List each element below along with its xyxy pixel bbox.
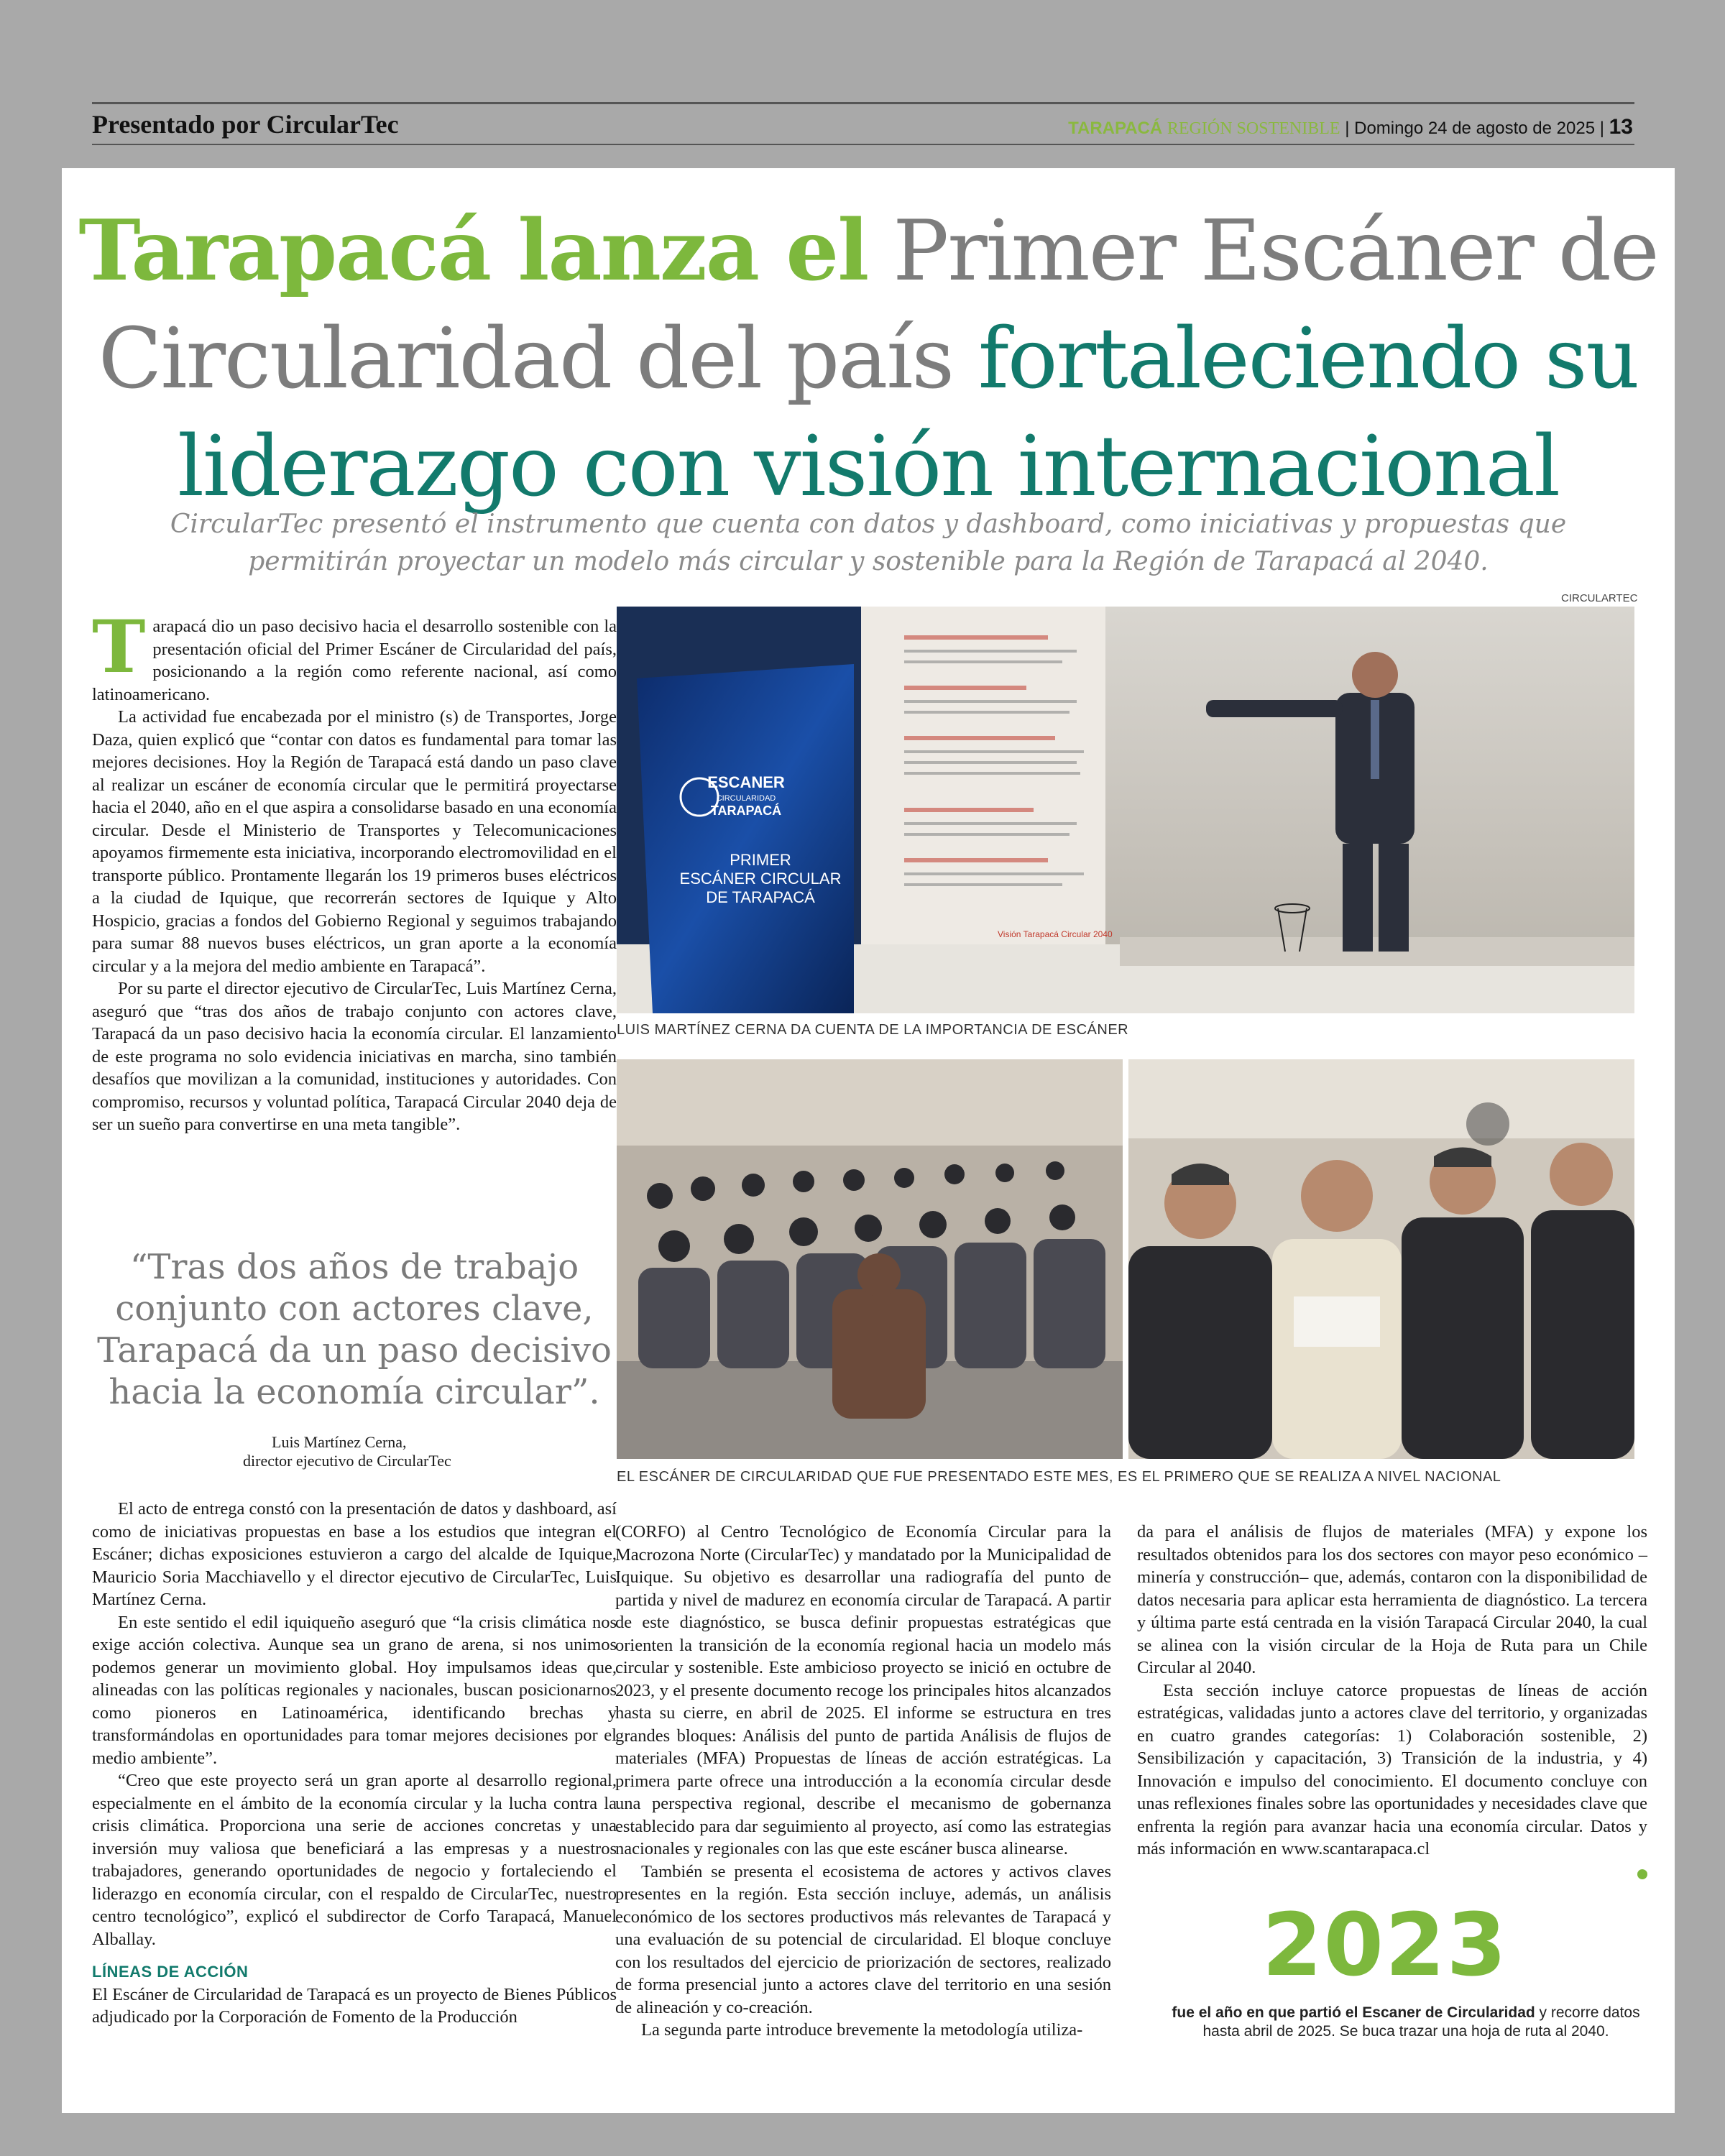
audience-photo-caption: EL ESCÁNER DE CIRCULARIDAD QUE FUE PRESENTADO ESTE MES, ES EL PRIMERO QUE SE REALIZA A NIVEL NACIONAL [617, 1469, 1501, 1485]
audience-illustration-right [1128, 1059, 1634, 1459]
end-mark-dot [1637, 1869, 1647, 1879]
highlight-caption [1154, 2004, 1657, 2041]
banner-brand-1: ESCANER [707, 773, 785, 791]
subheadline: CircularTec presentó el instrumento que cuenta con datos y dashboard, como iniciativas y propuestas que permitirán proyectar un modelo más circular y sostenible para la Región de Tarapacá al 2040. [170, 510, 1567, 576]
audience-illustration-left [617, 1059, 1123, 1459]
highlight-caption-bold: fue el año en que partió el Escaner de Circularidad [1172, 2004, 1535, 2021]
headline-part-2: Primer Escáner de Circularidad del país [98, 203, 1658, 407]
banner-title-2: ESCÁNER CIRCULAR [679, 870, 842, 888]
banner-title-3: DE TARAPACÁ [706, 888, 815, 906]
banner-brand-2: CIRCULARIDAD [716, 794, 776, 803]
banner-title-1: PRIMER [730, 851, 791, 869]
article-paragraph-r2: Esta sección incluye catorce propuestas de líneas de acción estratégicas, validadas junto a actores clave del territorio, y organizadas en cuatro grandes categorías: 1) Colaboración sostenible, 2) Sensibilización y capacitación, 3) Transición de la industria, y 4) Innovación e impulso del conocimiento. El documento concluye con unas reflexiones finales sobre las oportunidades y necesidades clave que enfrenta la región para avanzar hacia una economía circular. Datos y más información en www.scantarapaca.cl [1137, 1680, 1647, 1858]
header-top-rule [92, 102, 1634, 104]
section-title: REGIÓN SOSTENIBLE [1167, 119, 1340, 138]
article-paragraph-m3: La segunda parte introduce brevemente la metodología utiliza- [641, 2020, 1083, 2040]
article-paragraph-3: Por su parte el director ejecutivo de CircularTec, Luis Martínez Cerna, aseguró que “tras dos años de trabajo conjunto con actores clave, Tarapacá da un paso decisivo hacia la economía circular. El lanzamiento de este programa no solo evidencia iniciativas en marcha, sino también desafíos que movilizan a la comunidad, instituciones y autoridades. Con compromiso, recursos y voluntad política, Tarapacá Circular 2040 deja de ser un sueño para convertirse en una meta tangible”. [92, 979, 617, 1134]
banner-brand-3: TARAPACÁ [710, 803, 782, 818]
pull-quote-text: “Tras dos años de trabajo conjunto con actores clave, Tarapacá da un paso decisivo hacia la economía circular”. [97, 1247, 612, 1412]
article-paragraph-m2: También se presenta el ecosistema de actores y activos claves presentes en la región. Esta sección incluye, además, un análisis económico de los sectores productivos más relevantes de Tarapacá y una evaluación de su potencial de circularidad. El bloque concluye con los resultados del ejercicio de priorización de sectores, realizado de forma presencial junto a actores clave del territorio en una sesión de alineación y co-creación. [615, 1861, 1111, 2017]
audience-photo-left [617, 1059, 1123, 1459]
p1-text: arapacá dio un paso decisivo hacia el desarrollo sostenible con la presentación oficial del Primer Escáner de Circularidad del país, posicionando a la región como referente nacional, así como latinoamericano. [92, 617, 617, 704]
page-number: 13 [1609, 115, 1633, 139]
article-column-1-bottom [92, 1498, 617, 2029]
presented-by: Presentado por CircularTec [92, 110, 399, 139]
highlight-number: 2023 [1262, 1896, 1508, 1996]
article-paragraph-6: “Creo que este proyecto será un gran aporte al desarrollo regional, especialmente en el ámbito de la economía circular y la lucha contra la crisis climática. Proporciona una serie de acciones concretas y una inversión muy valiosa que beneficiará a las empresas y a nuestros trabajadores, generando oportunidades de negocio y fortaleciendo el liderazgo en economía circular, con el respaldo de CircularTec, nuestro centro tecnológico”, explicó el subdirector de Corfo Tarapacá, Manuel Alballay. [92, 1771, 617, 1949]
main-photo-caption: LUIS MARTÍNEZ CERNA DA CUENTA DE LA IMPORTANCIA DE ESCÁNER [617, 1022, 1129, 1038]
headline [62, 197, 1675, 521]
article-paragraph-m1: (CORFO) al Centro Tecnológico de Economía Circular para la Macrozona Norte (CircularTec) y mandatado por la Municipalidad de Iquique. Su objetivo es desarrollar una radiografía del punto de partida y nivel de madurez en economía circular de Tarapacá. A partir de este diagnóstico, se busca definir propuestas estratégicas que orienten la transición de la economía regional hacia un modelo más circular y sostenible. Este ambicioso proyecto se inició en octubre de 2023, y el presente documento recoge los principales hitos alcanzados hasta su cierre, en abril de 2025. El informe se estructura en tres grandes bloques: Análisis del punto de partida Análisis de flujos de materiales (MFA) Propuestas de líneas de acción estratégicas. La primera parte ofrece una introducción a la economía circular desde una perspectiva regional, describe el mecanismo de gobernanza establecido para dar seguimiento al proyecto, así como las estrategias nacionales y regionales con las que este escáner busca alinearse. [615, 1522, 1111, 1858]
headline-part-3: fortaleciendo su liderazgo con visión internacional [177, 310, 1639, 515]
pull-quote [92, 1246, 617, 1470]
header-bottom-rule [92, 144, 1634, 145]
screen-footer-text: Visión Tarapacá Circular 2040 [998, 929, 1113, 939]
photo-credit: CIRCULARTEC [1561, 592, 1638, 604]
highlight-caption-rest: y recorre datos hasta abril de 2025. Se buca trazar una hoja de ruta al 2040. [1202, 2004, 1640, 2040]
article-paragraph-7: El Escáner de Circularidad de Tarapacá es un proyecto de Bienes Públicos adjudicado por la Corporación de Fomento de la Producción [92, 1984, 617, 2027]
article-paragraph-2: La actividad fue encabezada por el ministro (s) de Transportes, Jorge Daza, quien explicó que “contar con datos es fundamental para tomar las mejores decisiones. Hoy la Región de Tarapacá está dando un paso clave al realizar un escáner de economía circular que le permitirá proyectarse hacia el 2040, año en el que aspira a consolidarse basado en una economía circular. Desde el Ministerio de Transportes y Telecomunicaciones apoyamos firmemente esta iniciativa, incorporando electromovilidad en el transporte público. Prontamente llegarán los 19 primeros buses eléctricos a la ciudad de Iquique, que recorrerán sectores de Iquique y Alto Hospicio, gracias a fondos del Gobierno Regional y seguimos trabajando para sumar 88 nuevos buses eléctricos, un gran aporte a la economía circular y a la mejora del medio ambiente en Tarapacá”. [92, 707, 617, 976]
pull-quote-role: director ejecutivo de CircularTec [243, 1452, 451, 1470]
article-paragraph-5: En este sentido el edil iquiqueño aseguró que “la crisis climática nos exige acción colectiva. Aunque sea un grano de arena, si nos unimos podemos generar un movimiento global. Hoy impulsamos ideas que, alineadas con las políticas regionales y nacionales, buscan posicionarnos como pioneros en Latinoamérica, identificando brechas y transformándolas en oportunidades para tomar mejores decisiones por el medio ambiente”. [92, 1612, 617, 1768]
article-paragraph-4: El acto de entrega constó con la presentación de datos y dashboard, así como de iniciativas propuestas en base a los estudios que integran el Escáner; dichas exposiciones estuvieron a cargo del alcalde de Iquique, Mauricio Soria Macchiavello y el director ejecutivo de CircularTec, Luis Martínez Cerna. [92, 1499, 617, 1609]
article-paragraph-1 [92, 604, 617, 706]
newspaper-page [62, 168, 1675, 2113]
article-column-3 [1137, 1521, 1647, 1884]
issue-date: | Domingo 24 de agosto de 2025 | [1345, 119, 1604, 138]
drop-cap: T [92, 604, 146, 689]
headline-part-1: Tarapacá lanza el [78, 202, 868, 300]
pull-quote-name: Luis Martínez Cerna, [272, 1433, 407, 1451]
audience-photo-right [1128, 1059, 1634, 1459]
article-column-2 [615, 1521, 1111, 2042]
stage-photo-illustration [617, 607, 1634, 1013]
main-photo [617, 607, 1634, 1013]
article-column-1 [92, 604, 617, 1136]
section-heading-lineas: LÍNEAS DE ACCIÓN [92, 1963, 249, 1981]
section-region: TARAPACÁ [1068, 119, 1163, 138]
article-paragraph-r1: da para el análisis de flujos de materiales (MFA) y expone los resultados obtenidos para los dos sectores con mayor peso económico –minería y construcción– que, además, contaron con la disponibilidad de datos necesaria para aplicar esta herramienta de diagnóstico. La tercera y última parte está centrada en la visión Tarapacá Circular 2040, la cual se alinea con la visión circular de la Hoja de Ruta para un Chile Circular al 2040. [1137, 1522, 1647, 1677]
section-header [1068, 115, 1633, 139]
